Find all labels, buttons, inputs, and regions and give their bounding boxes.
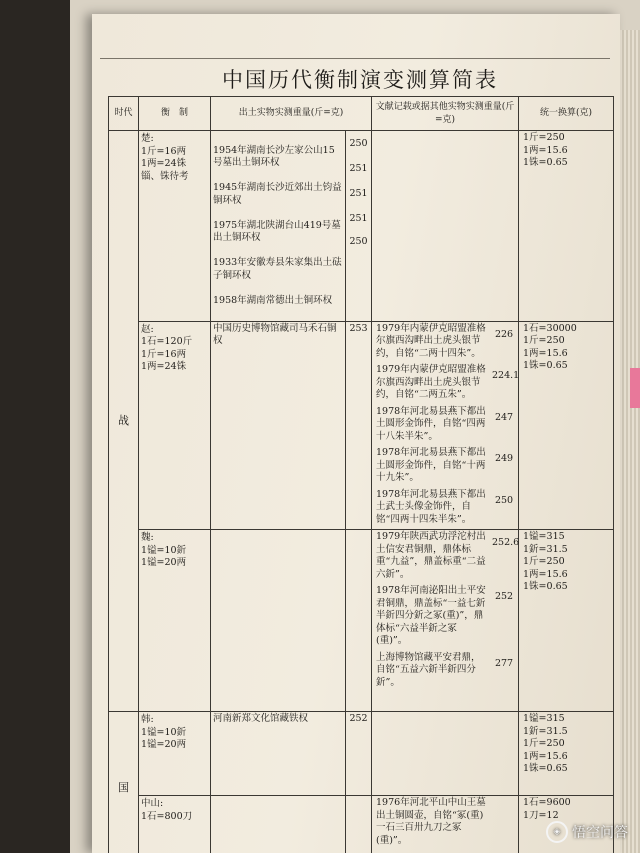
literature-text: 1976年河北平山中山王墓出土铜圆壶，自铭“冢(重)一石三百卅九刀之冢(重)”。 (376, 797, 486, 846)
header-conversion: 统一换算(克) (519, 97, 614, 131)
literature-value: 250 (494, 494, 514, 506)
literature-item (372, 530, 518, 584)
literature-value: 249 (494, 453, 514, 464)
object-text: 1933年安徽寿县朱家集出土砝子铜环权 (213, 257, 342, 281)
object-value: 251 (349, 213, 368, 224)
literature-value: 226 (494, 328, 514, 340)
page-title: 中国历代衡制演变测算简表 (222, 68, 498, 92)
object-value: 250 (349, 236, 368, 247)
system-zhongshan: 中山: 1石=800刀 (139, 796, 211, 853)
literature-text: 1979年陕西武功浮沱村出土信安君铜鼎，鼎体标重“九益”，鼎盖标重“二益六釿”。 (376, 531, 486, 580)
literature-item (372, 651, 518, 693)
object-value-zhao: 253 (346, 321, 372, 530)
object-value-zhongshan (346, 796, 372, 853)
literature-value: 252.6 (492, 537, 520, 548)
literature-chu (372, 131, 519, 322)
literature-wei (372, 530, 519, 712)
system-wei: 魏: 1镒=10釿 1镒=20两 (139, 530, 211, 712)
system-chu: 楚: 1斤=16两 1两=24铢 锱、铢待考 (139, 131, 211, 322)
conversion-chu: 1斤=250 1两=15.6 1铢=0.65 (519, 131, 614, 322)
conversion-zhongshan: 1石=9600 1刀=12 (519, 796, 614, 853)
object-value-wei (346, 530, 372, 712)
literature-zhongshan (372, 796, 519, 853)
literature-value (492, 797, 516, 847)
literature-item (372, 322, 518, 364)
object-value: 251 (349, 163, 368, 174)
literature-value: 224.1 (492, 370, 520, 381)
literature-value: 252 (494, 591, 514, 602)
era-warring-states-bottom: 国 (109, 712, 139, 853)
object-value-han: 252 (346, 712, 372, 796)
measurement-table (108, 96, 614, 853)
literature-text: 1978年河南泌阳出土平安君铜鼎，鼎盖标“一益七釿半釿四分釿之冢(重)”，鼎体标“六益半釿之冢(重)”。 (376, 585, 486, 646)
watermark-text: 悟空问答 (572, 825, 628, 841)
literature-han (372, 712, 519, 796)
literature-item (372, 446, 518, 488)
bookmark-tab (630, 368, 640, 408)
conversion-wei: 1镒=315 1釿=31.5 1斤=250 1两=15.6 1铢=0.65 (519, 530, 614, 712)
wukong-logo-icon: ◈ (546, 821, 568, 843)
literature-zhao (372, 321, 519, 530)
literature-value: 247 (494, 411, 514, 423)
object-values-chu (346, 131, 372, 322)
literature-item (372, 405, 518, 447)
literature-value: 277 (494, 657, 514, 669)
objects-zhao: 中国历史博物馆藏司马禾石铜权 (211, 321, 346, 530)
literature-text: 上海博物馆藏平安君鼎，自铭“五益六釿半釿四分釿”。 (376, 651, 481, 688)
object-text: 1954年湖南长沙左家公山15号墓出土铜环权 (213, 144, 335, 168)
era-warring-states-top: 战 (109, 131, 139, 712)
system-zhao: 赵: 1石=120斤 1斤=16两 1两=24铢 (139, 321, 211, 530)
header-system: 衡 制 (139, 97, 211, 131)
header-era: 时代 (109, 97, 139, 131)
literature-item (372, 488, 518, 530)
literature-text: 1978年河北易县燕下都出土圆形金饰件，自铭“四两十八朱半朱”。 (376, 405, 486, 442)
literature-text: 1979年内蒙伊克昭盟准格尔旗西沟畔出土虎头银节约，自铭“二两五朱”。 (376, 364, 486, 400)
object-text: 1958年湖南常德出土铜环权 (213, 294, 333, 306)
header-rule (100, 58, 610, 59)
objects-han: 河南新郑文化馆藏铁权 (211, 712, 346, 796)
system-han: 韩: 1镒=10釿 1镒=20两 (139, 712, 211, 796)
conversion-han: 1镒=315 1釿=31.5 1斤=250 1两=15.6 1铢=0.65 (519, 712, 614, 796)
header-objects: 出土实物实测重量(斤=克) (211, 97, 372, 131)
literature-item (372, 584, 518, 651)
object-text: 1975年湖北陕湖台山419号墓出土铜环权 (213, 219, 341, 243)
literature-text: 1978年河北易县燕下都出土圆形金饰件，自铭“十两十九朱”。 (376, 447, 486, 483)
objects-wei (211, 530, 346, 712)
literature-text: 1979年内蒙伊克昭盟准格尔旗西沟畔出土虎头银节约，自铭“二两十四朱”。 (376, 322, 486, 359)
literature-text: 1978年河北易县燕下都出土武士头像金饰件，自铭“四两十四朱半朱”。 (376, 488, 486, 525)
conversion-zhao: 1石=30000 1斤=250 1两=15.6 1铢=0.65 (519, 321, 614, 530)
watermark (546, 821, 628, 843)
objects-chu (211, 131, 346, 322)
objects-zhongshan (211, 796, 346, 853)
object-value: 250 (349, 138, 368, 149)
header-literature: 文献记载或据其他实物实测重量(斤=克) (372, 97, 519, 131)
literature-item (372, 363, 518, 405)
object-text: 1945年湖南长沙近郊出土钧益铜环权 (213, 182, 342, 206)
literature-item (372, 796, 518, 850)
object-value: 251 (349, 188, 368, 199)
